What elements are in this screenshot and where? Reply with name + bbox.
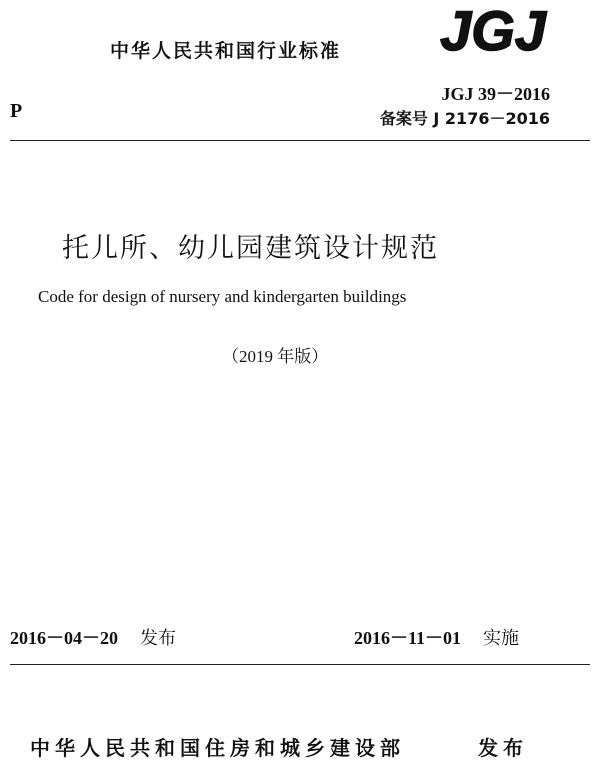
standard-category-title: 中华人民共和国行业标准 [110,40,342,62]
issue-date-line [10,624,176,650]
standard-number: JGJ 39－2016 [441,84,550,104]
effective-date-line [354,624,519,650]
issue-label: 发布 [140,628,176,649]
header-divider [10,140,590,141]
issue-date: 2016－04－20 [10,628,118,648]
jgj-logo [436,4,550,58]
footer-divider [10,664,590,665]
logo-text: JGJ [440,4,546,58]
effective-label: 实施 [483,628,520,649]
document-title-en: Code for design of nursery and kindergarten buildings [38,287,407,306]
edition-label: （2019 年版） [222,347,329,366]
filing-number: 备案号 J 2176－2016 [379,109,550,128]
effective-date: 2016－11－01 [354,628,462,648]
classification-code: P [10,100,23,122]
document-title-cn: 托儿所、幼儿园建筑设计规范 [62,233,439,264]
publisher-name: 中华人民共和国住房和城乡建设部 [30,736,405,760]
publish-label: 发布 [478,736,528,760]
